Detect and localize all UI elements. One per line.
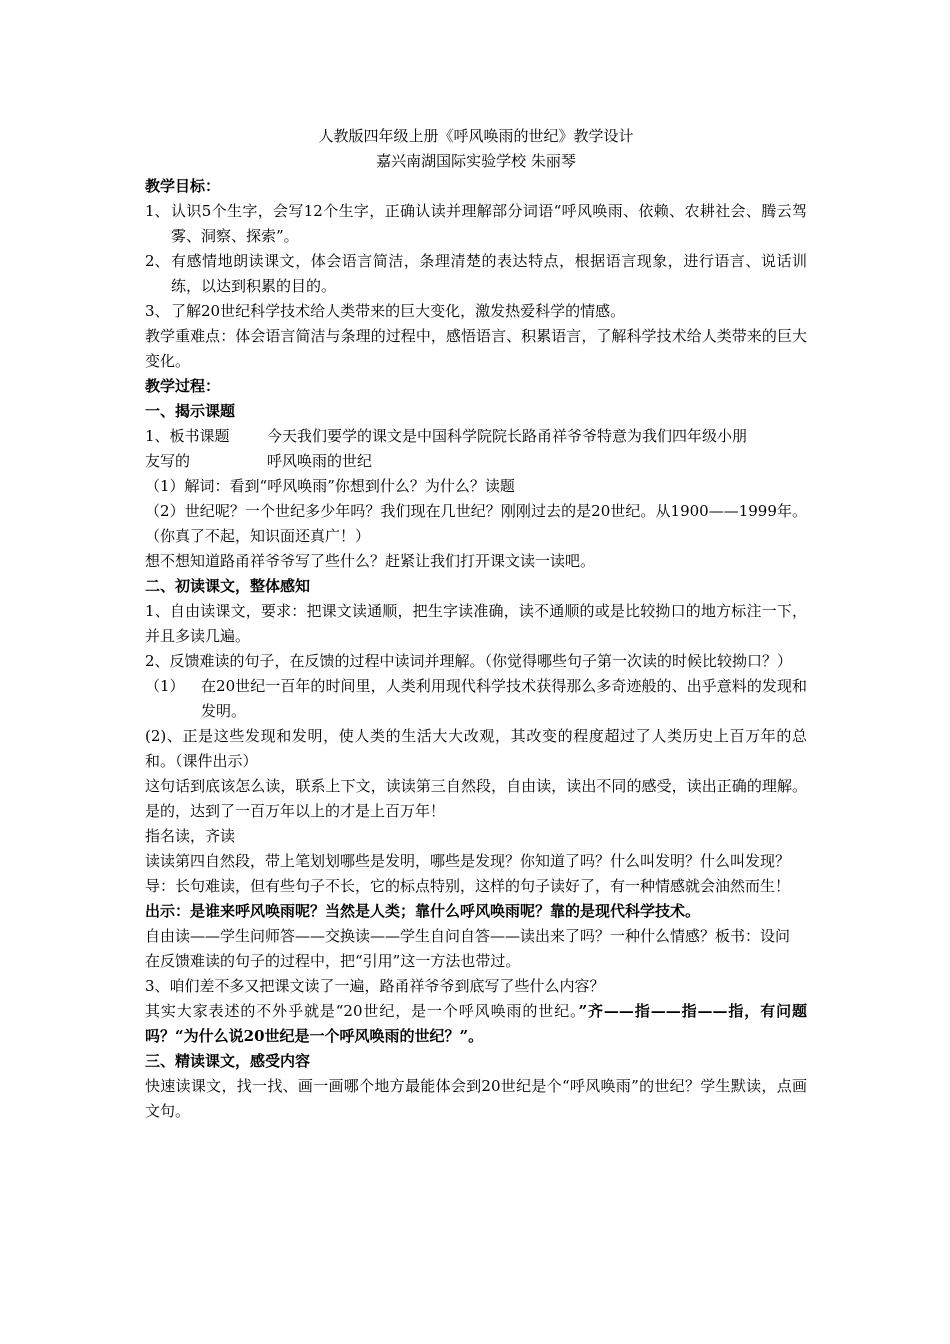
- section2-paragraph: 3、咱们差不多又把课文读了一遍，路甬祥爷爷到底写了些什么内容？: [145, 977, 605, 995]
- section2-paragraph: 在反馈难读的句子的过程中，把“引用”这一方法也带过。: [145, 952, 521, 970]
- item-number: （1）: [145, 677, 185, 695]
- board-label: 1、板书课题: [145, 427, 230, 445]
- section2-paragraph: (2)、正是这些发现和发明，使人类的生活大大改观，其改变的程度超过了人类历史上百万年的总和。（课件出示）: [145, 727, 807, 770]
- document-title: 人教版四年级上册《呼风唤雨的世纪》教学设计: [318, 127, 634, 145]
- section2-paragraph: 自由读——学生问师答——交换读——学生自问自答——读出来了吗？一种什么情感？板书：设问: [145, 927, 791, 945]
- section1-paragraph: （1）解词：看到“呼风唤雨”你想到什么？为什么？读题: [145, 477, 515, 495]
- document-author: 嘉兴南湖国际实验学校 朱丽琴: [376, 152, 576, 170]
- item-text: 在20世纪一百年的时间里，人类利用现代科学技术获得那么多奇迹般的、出乎意料的发现和发明。: [201, 677, 807, 720]
- goal-text: 认识5个生字，会写12个生字，正确认读并理解部分词语“呼风唤雨、依赖、农耕社会、腾云驾雾、洞察、探索”。: [171, 202, 807, 245]
- process-heading: 教学过程：: [145, 377, 221, 395]
- board-cont-right: 呼风唤雨的世纪: [267, 452, 373, 470]
- section2-bold-paragraph: 出示：是谁来呼风唤雨呢？当然是人类；靠什么呼风唤雨呢？靠的是现代科学技术。: [145, 902, 701, 920]
- section3-heading: 三、精读课文，感受内容: [145, 1052, 311, 1070]
- board-cont-left: 友写的: [145, 452, 191, 470]
- section2-paragraph: 1、自由读课文，要求：把课文读通顺，把生字读准确，读不通顺的或是比较拗口的地方标注一下，并且多读几遍。: [145, 602, 807, 645]
- section2-mixed-paragraph: [145, 999, 807, 1049]
- section2-paragraph: 这句话到底该怎么读，联系上下文，读读第三自然段，自由读，读出不同的感受，读出正确的理解。是的，达到了一百万年以上的才是上百万年！: [145, 777, 807, 820]
- section3-paragraph: 快速读课文，找一找、画一画哪个地方最能体会到20世纪是个“呼风唤雨”的世纪？学生默读，点画文句。: [145, 1077, 807, 1120]
- section2-paragraph: 读读第四自然段，带上笔划划哪些是发明，哪些是发现？你知道了吗？什么叫发明？什么叫发现？: [145, 852, 791, 870]
- section1-paragraph: （2）世纪呢？一个世纪多少年吗？我们现在几世纪？刚刚过去的是20世纪。从1900——1999年。（你真了不起，知识面还真广！）: [145, 502, 807, 545]
- section1-paragraph: 想不想知道路甬祥爷爷写了些什么？赶紧让我们打开课文读一读吧。: [145, 552, 596, 570]
- goal-text: 有感情地朗读课文，体会语言简洁，条理清楚的表达特点，根据语言现象，进行语言、说话训练，以达到积累的目的。: [171, 252, 807, 295]
- section2-item-1: [145, 674, 807, 724]
- goal-text: 了解20世纪科学技术给人类带来的巨大变化，激发热爱科学的情感。: [171, 302, 626, 320]
- goals-heading: 教学目标：: [145, 177, 221, 195]
- section2-paragraph: 指名读，齐读: [145, 827, 236, 845]
- board-title-row: [145, 424, 807, 449]
- goal-number: 3、: [145, 302, 170, 320]
- board-title-row-2: [145, 449, 807, 474]
- goal-number: 2、: [145, 252, 170, 270]
- section2-paragraph: 导：长句难读，但有些句子不长，它的标点特别，这样的句子读好了，有一种情感就会油然而生！: [145, 877, 791, 895]
- goal-number: 1、: [145, 202, 170, 220]
- section1-heading: 一、揭示课题: [145, 402, 236, 420]
- goal-item-1: [145, 199, 807, 249]
- section2-heading: 二、初读课文，整体感知: [145, 577, 311, 595]
- key-points: 教学重难点：体会语言简洁与条理的过程中，感悟语言、积累语言，了解科学技术给人类带来的巨大变化。: [145, 327, 807, 370]
- goal-item-3: [145, 299, 807, 324]
- document-body: [145, 124, 807, 1124]
- mixed-normal-text: 其实大家表述的不外乎就是“20世纪，是一个呼风唤雨的世纪。: [145, 1002, 579, 1020]
- goal-item-2: [145, 249, 807, 299]
- mixed-bold-text: ”齐——指——指——指，有问题吗？“为什么说20世纪是一个呼风唤雨的世纪？”。: [145, 1002, 807, 1045]
- board-text: 今天我们要学的课文是中国科学院院长路甬祥爷爷特意为我们四年级小朋: [267, 427, 748, 445]
- section2-paragraph: 2、反馈难读的句子，在反馈的过程中读词并理解。（你觉得哪些句子第一次读的时候比较拗口？）: [145, 652, 793, 670]
